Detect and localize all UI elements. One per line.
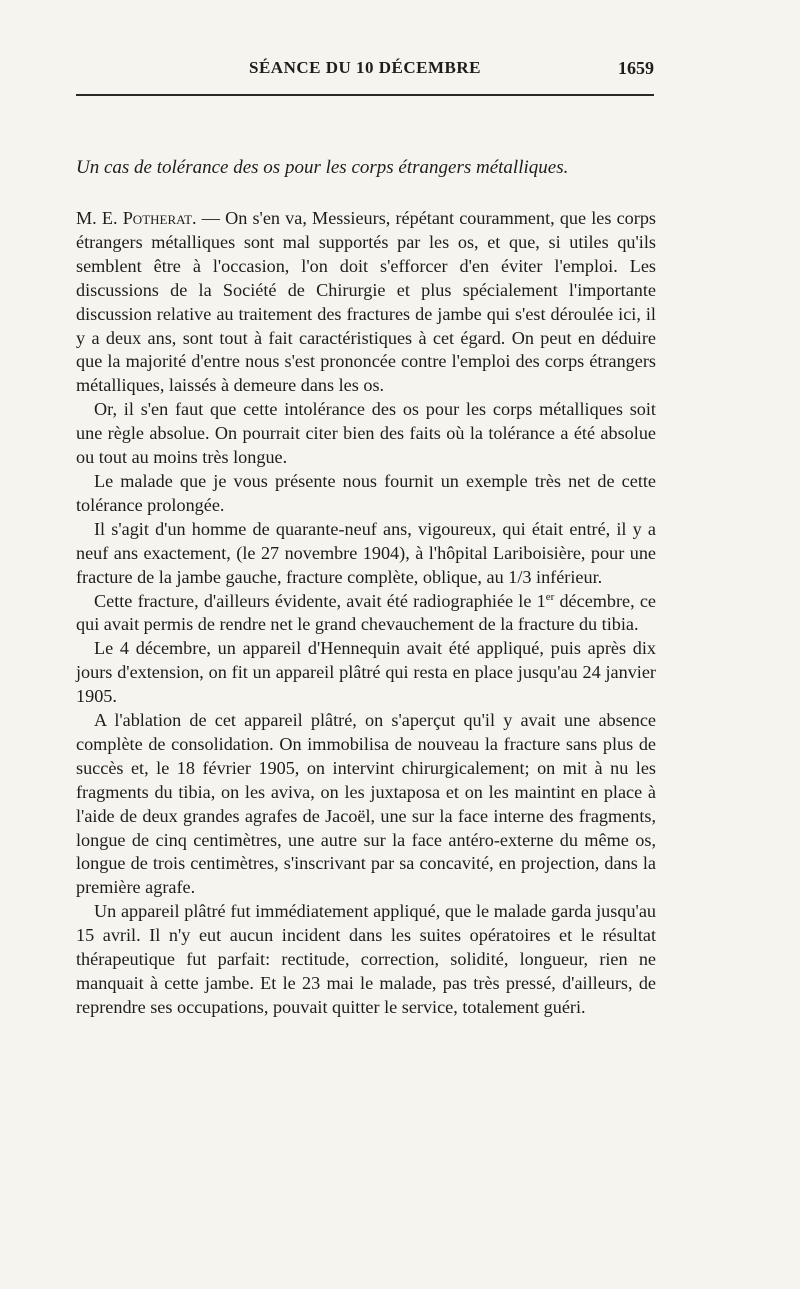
paragraph-5 bbox=[76, 590, 656, 638]
paragraph-5-text: décembre, ce qui avait permis de rendre net le grand chevauchement de la fracture du tibia. bbox=[76, 590, 657, 635]
paragraph-1-text: — On s'en va, Messieurs, répétant couramment, que les corps étrangers métalliques sont mal supportés par les os, et que, si utiles qu'ils semblent être à l'occasion, l'on doit s'efforcer d'en éviter l'emploi. Les discussions de la Société de Chirurgie et plus spécialement l'importante discussion relative au traitement des fractures de jambe qui s'est déroulée ici, il y a deux ans, sont tout à fait caractéristiques à cet égard. On peut en déduire que la majorité d'entre nous s'est prononcée contre l'emploi des corps étrangers métalliques, laissés à demeure dans les os. bbox=[76, 208, 657, 396]
paragraph-8: Un appareil plâtré fut immédiatement appliqué, que le malade garda jusqu'au 15 avril. Il n'y eut aucun incident dans les suites opératoires et le résultat thérapeutique fut parfait: rectitude, correction, solidité, longueur, rien ne manquait à cette jambe. Et le 23 mai le malade, pas très pressé, d'ailleurs, de reprendre ses occupations, pouvait quitter le service, totalement guéri. bbox=[76, 901, 656, 1017]
running-header bbox=[76, 56, 654, 84]
paragraph-7: A l'ablation de cet appareil plâtré, on s'aperçut qu'il y avait une absence complète de consolidation. On immobilisa de nouveau la fracture sans plus de succès et, le 18 février 1905, on intervint chirurgicalement; on mit à nu les fragments du tibia, on les aviva, on les juxtaposa et on les maintint en place à l'aide de deux grandes agrafes de Jacoël, une sur la face interne des fragments, longue de cinq centimètres, une autre sur la face antéro-externe du même os, longue de trois centimètres, s'inscrivant par sa concavité, en projection, dans la première agrafe. bbox=[76, 710, 656, 898]
paragraph-6: Le 4 décembre, un appareil d'Hennequin avait été appliqué, puis après dix jours d'extension, on fit un appareil plâtré qui resta en place jusqu'au 24 janvier 1905. bbox=[76, 638, 656, 707]
paragraph-1 bbox=[76, 207, 656, 398]
paragraph-5-prefix: Cette fracture, d'ailleurs évidente, avait été radiographiée le 1 bbox=[94, 590, 546, 611]
speaker-name: M. E. Potherat. bbox=[76, 208, 197, 228]
running-header-title: SÉANCE DU 10 DÉCEMBRE bbox=[249, 58, 481, 77]
page-number: 1659 bbox=[618, 58, 654, 78]
ordinal-superscript: er bbox=[545, 590, 555, 603]
paragraph-2: Or, il s'en faut que cette intolérance des os pour les corps métalliques soit une règle absolue. On pourrait citer bien des faits où la tolérance a été absolue ou tout au moins très longue. bbox=[76, 399, 656, 468]
paragraph-4: Il s'agit d'un homme de quarante-neuf ans, vigoureux, qui était entré, il y a neuf ans exactement, (le 27 novembre 1904), à l'hôpital Lariboisière, pour une fracture de la jambe gauche, fracture complète, oblique, au 1/3 inférieur. bbox=[76, 518, 656, 587]
paragraph-3: Le malade que je vous présente nous fournit un exemple très net de cette tolérance prolongée. bbox=[76, 470, 656, 515]
article-title: Un cas de tolérance des os pour les corps étrangers métalliques. bbox=[76, 157, 569, 178]
header-rule bbox=[76, 94, 654, 96]
article-body bbox=[76, 207, 656, 1020]
